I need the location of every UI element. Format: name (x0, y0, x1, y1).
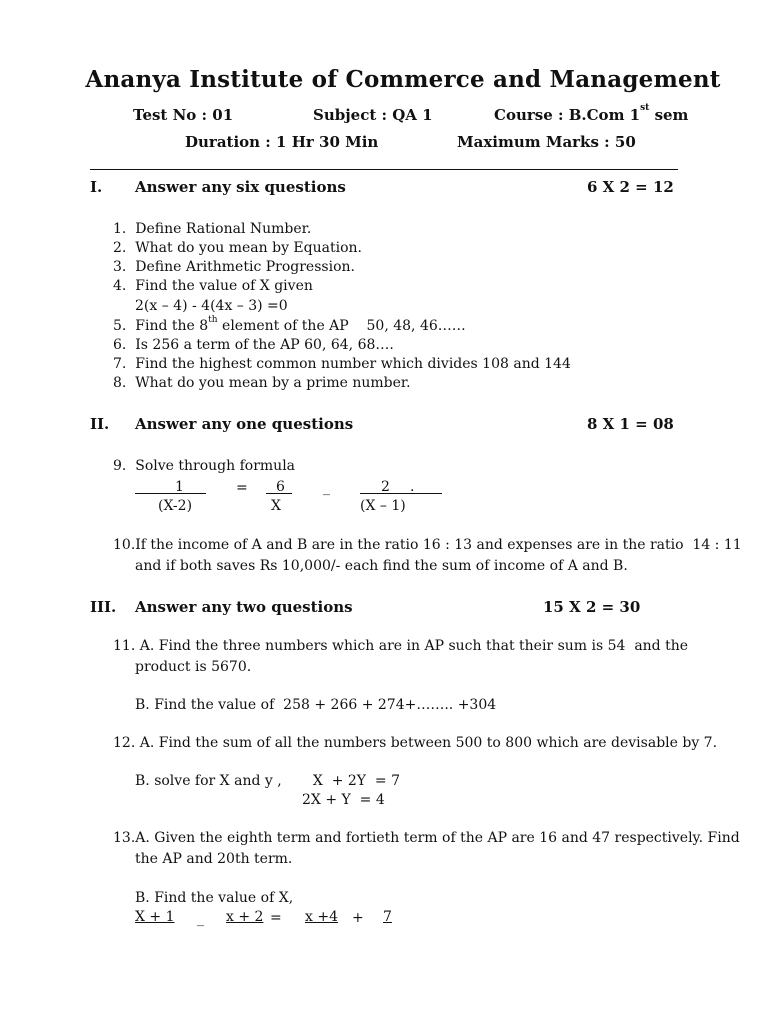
question-5 (113, 315, 466, 334)
q9-dot: . (410, 479, 415, 495)
q13b-equals: = (270, 910, 282, 926)
section-3-instruction: Answer any two questions (135, 598, 353, 616)
question-1: 1. Define Rational Number. (113, 221, 312, 237)
institute-title: Ananya Institute of Commerce and Management (85, 66, 721, 93)
question-5-pre: 5. Find the 8 (113, 318, 209, 334)
q9-denominator-2: X (271, 498, 281, 514)
header-divider (90, 169, 678, 170)
test-number: Test No : 01 (133, 106, 234, 124)
q13b-term-2: x + 2 (226, 909, 264, 925)
subject: Subject : QA 1 (313, 106, 433, 124)
max-marks: Maximum Marks : 50 (457, 133, 636, 151)
q9-minus: _ (323, 480, 330, 496)
section-2-number: II. (90, 415, 110, 433)
q9-denominator-3: (X – 1) (360, 498, 406, 514)
question-4: 4. Find the value of X given (113, 278, 313, 294)
question-3: 3. Define Arithmetic Progression. (113, 259, 355, 275)
q9-equals: = (236, 480, 248, 496)
course-superscript: st (640, 103, 650, 113)
course-main: Course : B.Com 1 (494, 106, 641, 124)
course-tail: sem (649, 106, 689, 124)
question-13a-line-1: 13.A. Given the eighth term and fortieth term of the AP are 16 and 47 respectively. Find (113, 830, 740, 846)
question-12b-equation-2: 2X + Y = 4 (302, 792, 385, 808)
duration: Duration : 1 Hr 30 Min (185, 133, 379, 151)
section-1-marks: 6 X 2 = 12 (587, 178, 674, 196)
question-9: 9. Solve through formula (113, 458, 296, 474)
section-2-marks: 8 X 1 = 08 (587, 415, 674, 433)
section-1-instruction: Answer any six questions (135, 178, 346, 196)
q13b-plus: + (352, 910, 364, 926)
question-13a-line-2: the AP and 20th term. (135, 851, 293, 867)
question-10-line-2: and if both saves Rs 10,000/- each find the sum of income of A and B. (135, 558, 628, 574)
question-7: 7. Find the highest common number which divides 108 and 144 (113, 356, 571, 372)
question-11a-line-2: product is 5670. (135, 659, 252, 675)
question-10-line-1: 10.If the income of A and B are in the ratio 16 : 13 and expenses are in the ratio 14 : 11 (113, 537, 742, 553)
question-5-superscript: th (208, 315, 218, 325)
q9-fraction-bar-1 (135, 493, 206, 494)
section-2-instruction: Answer any one questions (135, 415, 354, 433)
question-13b: B. Find the value of X, (135, 890, 294, 906)
q9-fraction-bar-2 (266, 493, 292, 494)
q9-numerator-1: 1 (175, 479, 184, 495)
q9-denominator-1: (X-2) (158, 498, 193, 514)
question-8: 8. What do you mean by a prime number. (113, 375, 411, 391)
q13b-term-4: 7 (383, 909, 392, 925)
question-6: 6. Is 256 a term of the AP 60, 64, 68…. (113, 337, 394, 353)
section-3-marks: 15 X 2 = 30 (543, 598, 641, 616)
q13b-term-1: X + 1 (135, 909, 175, 925)
question-11b: B. Find the value of 258 + 266 + 274+…….. +304 (135, 697, 497, 713)
question-2: 2. What do you mean by Equation. (113, 240, 362, 256)
q9-numerator-3: 2 (381, 479, 390, 495)
q13b-minus: _ (197, 911, 204, 927)
section-3-number: III. (90, 598, 117, 616)
question-5-post: element of the AP 50, 48, 46…… (217, 318, 466, 334)
question-11a-line-1: 11. A. Find the three numbers which are in AP such that their sum is 54 and the (113, 638, 689, 654)
question-12b: B. solve for X and y , X + 2Y = 7 (135, 773, 401, 789)
course (494, 103, 689, 124)
question-4-equation: 2(x – 4) - 4(4x – 3) =0 (135, 298, 288, 314)
q9-fraction-bar-3 (360, 493, 442, 494)
q9-numerator-2: 6 (276, 479, 285, 495)
question-12a: 12. A. Find the sum of all the numbers between 500 to 800 which are devisable by 7. (113, 735, 718, 751)
section-1-number: I. (90, 178, 103, 196)
q13b-term-3: x +4 (305, 909, 338, 925)
